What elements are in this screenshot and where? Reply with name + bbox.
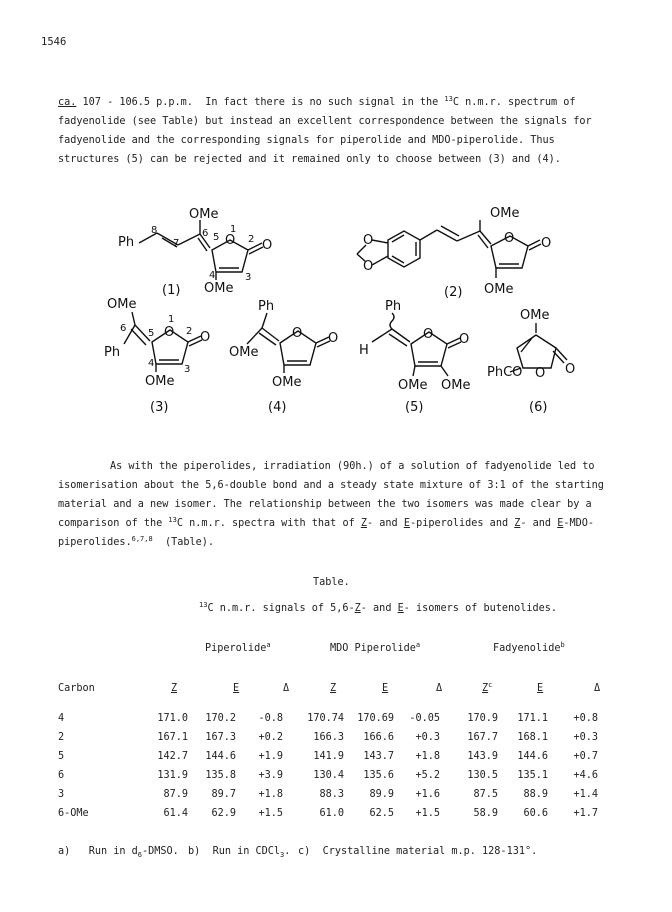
para1-line-2: fadyenolide (see Table) but instead an excellent correspondence between the signals for: [58, 116, 592, 127]
ring-o-3: O: [164, 325, 175, 340]
cell-value: 167.7: [467, 732, 498, 743]
col-delta-3: Δ: [594, 683, 601, 694]
para1-line-4: structures (5) can be rejected and it remained only to choose between (3) and (4).: [58, 154, 561, 165]
fn-a-text-b: -DMSO.: [141, 846, 179, 857]
cell-value: 166.6: [363, 732, 394, 743]
cell-carbon: 3: [58, 789, 65, 800]
para2-line-5: [58, 533, 618, 552]
caption-c: - isomers of butenolides.: [403, 603, 558, 614]
cell-value: 61.4: [163, 808, 188, 819]
cell-value: +4.6: [573, 770, 598, 781]
caption-z: Z: [354, 603, 361, 614]
cell-value: 130.4: [313, 770, 344, 781]
col-z-3-text: Z: [482, 683, 489, 694]
structure-2: [357, 206, 551, 300]
caption-b: - and: [360, 603, 398, 614]
caption-a: C n.m.r. signals of 5,6-: [207, 603, 355, 614]
num-2: 2: [248, 234, 255, 245]
group-sup: a: [415, 641, 421, 649]
cell-value: +0.8: [573, 713, 598, 724]
cell-value: 166.3: [313, 732, 344, 743]
z-mark-2: Z: [514, 518, 521, 529]
ph-3: Ph: [104, 345, 121, 360]
cell-value: 130.5: [467, 770, 498, 781]
table-row: [58, 808, 618, 824]
ome-5a: OMe: [398, 378, 428, 393]
fn-c-text: Crystalline material m.p. 128-131°.: [322, 846, 538, 857]
cell-value: 170.69: [357, 713, 394, 724]
cell-value: +0.3: [573, 732, 598, 743]
cell-value: +3.9: [258, 770, 283, 781]
ph-1: Ph: [118, 235, 135, 250]
num-3-6: 6: [120, 323, 127, 334]
cell-value: +1.9: [258, 751, 283, 762]
num-1: 1: [230, 224, 237, 235]
ome-3b: OMe: [145, 374, 175, 389]
cell-value: +0.3: [415, 732, 440, 743]
para2-line-1: As with the piperolides, irradiation (90h.) of a solution of fadyenolide led to: [110, 461, 595, 472]
carbonyl-o-5: O: [459, 332, 470, 347]
z-mark: Z: [360, 518, 367, 529]
fn-b-sub: 3: [280, 851, 285, 859]
footnote-c: [298, 846, 537, 857]
table-row: [58, 789, 618, 805]
cell-carbon: 4: [58, 713, 65, 724]
ref-sup: 6,7,8: [131, 535, 153, 543]
carbonyl-o-6: O: [565, 362, 576, 377]
label-4: (4): [268, 400, 287, 415]
isotope-sup: 13: [444, 95, 453, 103]
cell-value: 135.8: [205, 770, 236, 781]
col-sup-c: c: [488, 681, 493, 689]
table-row: [58, 770, 618, 786]
e-mark: E: [403, 518, 410, 529]
group-header-fadyenolide: [493, 643, 565, 654]
para2-l4-a: comparison of the: [58, 518, 169, 529]
h-5: H: [359, 343, 369, 358]
col-carbon: Carbon: [58, 683, 95, 694]
caption-sup: 13: [199, 601, 208, 609]
col-z-2: Z: [330, 683, 337, 694]
cell-value: 170.74: [307, 713, 344, 724]
cell-value: 143.7: [363, 751, 394, 762]
carbonyl-o-4: O: [328, 331, 339, 346]
cell-value: 170.2: [205, 713, 236, 724]
paragraph-2: [58, 457, 618, 552]
ring-o-5: O: [423, 327, 434, 342]
cell-value: 167.3: [205, 732, 236, 743]
ome-2b: OMe: [484, 282, 514, 297]
cell-value: 58.9: [473, 808, 498, 819]
num-7: 7: [173, 238, 180, 249]
footnote-b: [188, 846, 290, 857]
cell-value: 131.9: [157, 770, 188, 781]
table-label: Table.: [313, 577, 350, 588]
phco-6: PhCO: [487, 365, 523, 380]
structure-3: [104, 297, 210, 415]
para2-l5-a: piperolides.: [58, 537, 132, 548]
num-3-2: 2: [186, 326, 193, 337]
para2-line-3: material and a new isomer. The relationship between the two isomers was made clear by a: [58, 499, 592, 510]
cell-value: 171.0: [157, 713, 188, 724]
col-delta-1: Δ: [283, 683, 290, 694]
cell-value: 144.6: [517, 751, 548, 762]
ring-o-1: O: [225, 233, 236, 248]
para1-line-3: fadyenolide and the corresponding signals for piperolide and MDO-piperolide. Thus: [58, 135, 555, 146]
num-5: 5: [213, 232, 220, 243]
cell-value: +0.7: [573, 751, 598, 762]
cell-value: 171.1: [517, 713, 548, 724]
label-1: (1): [162, 283, 181, 298]
structure-4: [229, 299, 338, 415]
cell-value: 88.3: [319, 789, 344, 800]
col-e-1: E: [233, 683, 240, 694]
para2-line-2: isomerisation about the 5,6-double bond and a steady state mixture of 3:1 of the starting: [58, 480, 604, 491]
cell-value: 89.9: [369, 789, 394, 800]
fn-a-text: Run in d: [88, 846, 138, 857]
ome-6: OMe: [520, 308, 550, 323]
para2-l4-c: - and: [367, 518, 404, 529]
cell-value: 167.1: [157, 732, 188, 743]
group-header-mdo: [330, 643, 420, 654]
ome-5b: OMe: [441, 378, 471, 393]
carbonyl-o-1: O: [262, 238, 273, 253]
para2-l4-b: C n.m.r. spectra with that of: [176, 518, 361, 529]
group-sup: a: [266, 641, 271, 649]
structure-1: [118, 207, 272, 298]
ring-o-4: O: [292, 326, 303, 341]
footnote-a: [58, 846, 179, 857]
ca-abbrev: ca.: [58, 97, 77, 108]
ome-1b: OMe: [204, 281, 234, 296]
ome-2a: OMe: [490, 206, 520, 221]
label-2: (2): [444, 285, 463, 300]
para2-line-4: [58, 514, 618, 533]
num-3: 3: [245, 272, 252, 283]
table-row: [58, 751, 618, 767]
cell-value: 142.7: [157, 751, 188, 762]
col-z-3: [482, 683, 492, 694]
label-6: (6): [529, 400, 548, 415]
cell-value: 135.6: [363, 770, 394, 781]
fn-b-text-b: .: [284, 846, 291, 857]
cell-carbon: 6: [58, 770, 65, 781]
group-name: Piperolide: [205, 643, 267, 654]
o-2b: O: [363, 259, 374, 274]
cell-value: 170.9: [467, 713, 498, 724]
num-3-5: 5: [148, 328, 155, 339]
cell-value: 143.9: [467, 751, 498, 762]
cell-value: +1.5: [415, 808, 440, 819]
fn-b-mark: b): [188, 846, 201, 857]
ph-4: Ph: [258, 299, 275, 314]
cell-value: 60.6: [523, 808, 548, 819]
chemical-structures: [0, 0, 672, 440]
isotope-sup-2: 13: [168, 516, 177, 524]
num-3-3: 3: [184, 364, 191, 375]
num-8: 8: [151, 225, 158, 236]
ph-5: Ph: [385, 299, 402, 314]
cell-value: +1.8: [415, 751, 440, 762]
para2-l4-d: -piperolides and: [409, 518, 515, 529]
para1-text-b: C n.m.r. spectrum of: [452, 97, 576, 108]
cell-carbon: 6-OMe: [58, 808, 89, 819]
para1-text-a: 107 - 106.5 p.p.m. In fact there is no such signal in the: [76, 97, 445, 108]
num-3-1: 1: [168, 314, 175, 325]
ome-4a: OMe: [229, 345, 259, 360]
cell-value: 144.6: [205, 751, 236, 762]
structure-5: [359, 299, 470, 415]
carbonyl-o-2: O: [541, 236, 552, 251]
cell-value: +1.4: [573, 789, 598, 800]
ring-o-6: O: [535, 366, 546, 381]
carbonyl-o-3: O: [200, 330, 211, 345]
num-6: 6: [202, 228, 209, 239]
cell-value: 87.5: [473, 789, 498, 800]
group-name: Fadyenolide: [493, 643, 561, 654]
structure-6: [487, 308, 575, 415]
num-4: 4: [209, 270, 216, 281]
label-3: (3): [150, 400, 169, 415]
cell-value: -0.8: [258, 713, 283, 724]
cell-value: 62.5: [369, 808, 394, 819]
para2-l4-f: -MDO-: [563, 518, 594, 529]
ome-4b: OMe: [272, 375, 302, 390]
col-delta-2: Δ: [436, 683, 443, 694]
o-2a: O: [363, 233, 374, 248]
cell-value: 89.7: [211, 789, 236, 800]
cell-value: -0.05: [409, 713, 440, 724]
col-e-2: E: [382, 683, 389, 694]
label-5: (5): [405, 400, 424, 415]
table-caption: [199, 603, 557, 614]
e-mark-2: E: [557, 518, 564, 529]
col-z-1: Z: [171, 683, 178, 694]
cell-value: 62.9: [211, 808, 236, 819]
fn-b-text: Run in CDCl: [212, 846, 281, 857]
cell-value: +1.8: [258, 789, 283, 800]
cell-value: 135.1: [517, 770, 548, 781]
num-3-4: 4: [148, 358, 155, 369]
para2-l4-c2: - and: [520, 518, 558, 529]
cell-value: 61.0: [319, 808, 344, 819]
cell-value: 168.1: [517, 732, 548, 743]
cell-value: +5.2: [415, 770, 440, 781]
cell-value: +1.5: [258, 808, 283, 819]
cell-value: 141.9: [313, 751, 344, 762]
ome-3a: OMe: [107, 297, 137, 312]
cell-value: 88.9: [523, 789, 548, 800]
ring-o-2: O: [504, 231, 515, 246]
cell-value: +1.7: [573, 808, 598, 819]
table-row: [58, 713, 618, 729]
col-e-3: E: [537, 683, 544, 694]
caption-e: E: [397, 603, 404, 614]
para2-l5-b: (Table).: [152, 537, 215, 548]
fn-c-mark: c): [298, 846, 311, 857]
cell-value: 87.9: [163, 789, 188, 800]
ome-1a: OMe: [189, 207, 219, 222]
page-number: 1546: [41, 36, 67, 48]
group-header-piperolide: [205, 643, 271, 654]
cell-value: +0.2: [258, 732, 283, 743]
fn-a-sub: 6: [137, 851, 142, 859]
group-sup: b: [560, 641, 565, 649]
fn-a-mark: a): [58, 846, 71, 857]
cell-carbon: 5: [58, 751, 65, 762]
table-row: [58, 732, 618, 748]
cell-carbon: 2: [58, 732, 65, 743]
group-name: MDO Piperolide: [330, 643, 416, 654]
cell-value: +1.6: [415, 789, 440, 800]
